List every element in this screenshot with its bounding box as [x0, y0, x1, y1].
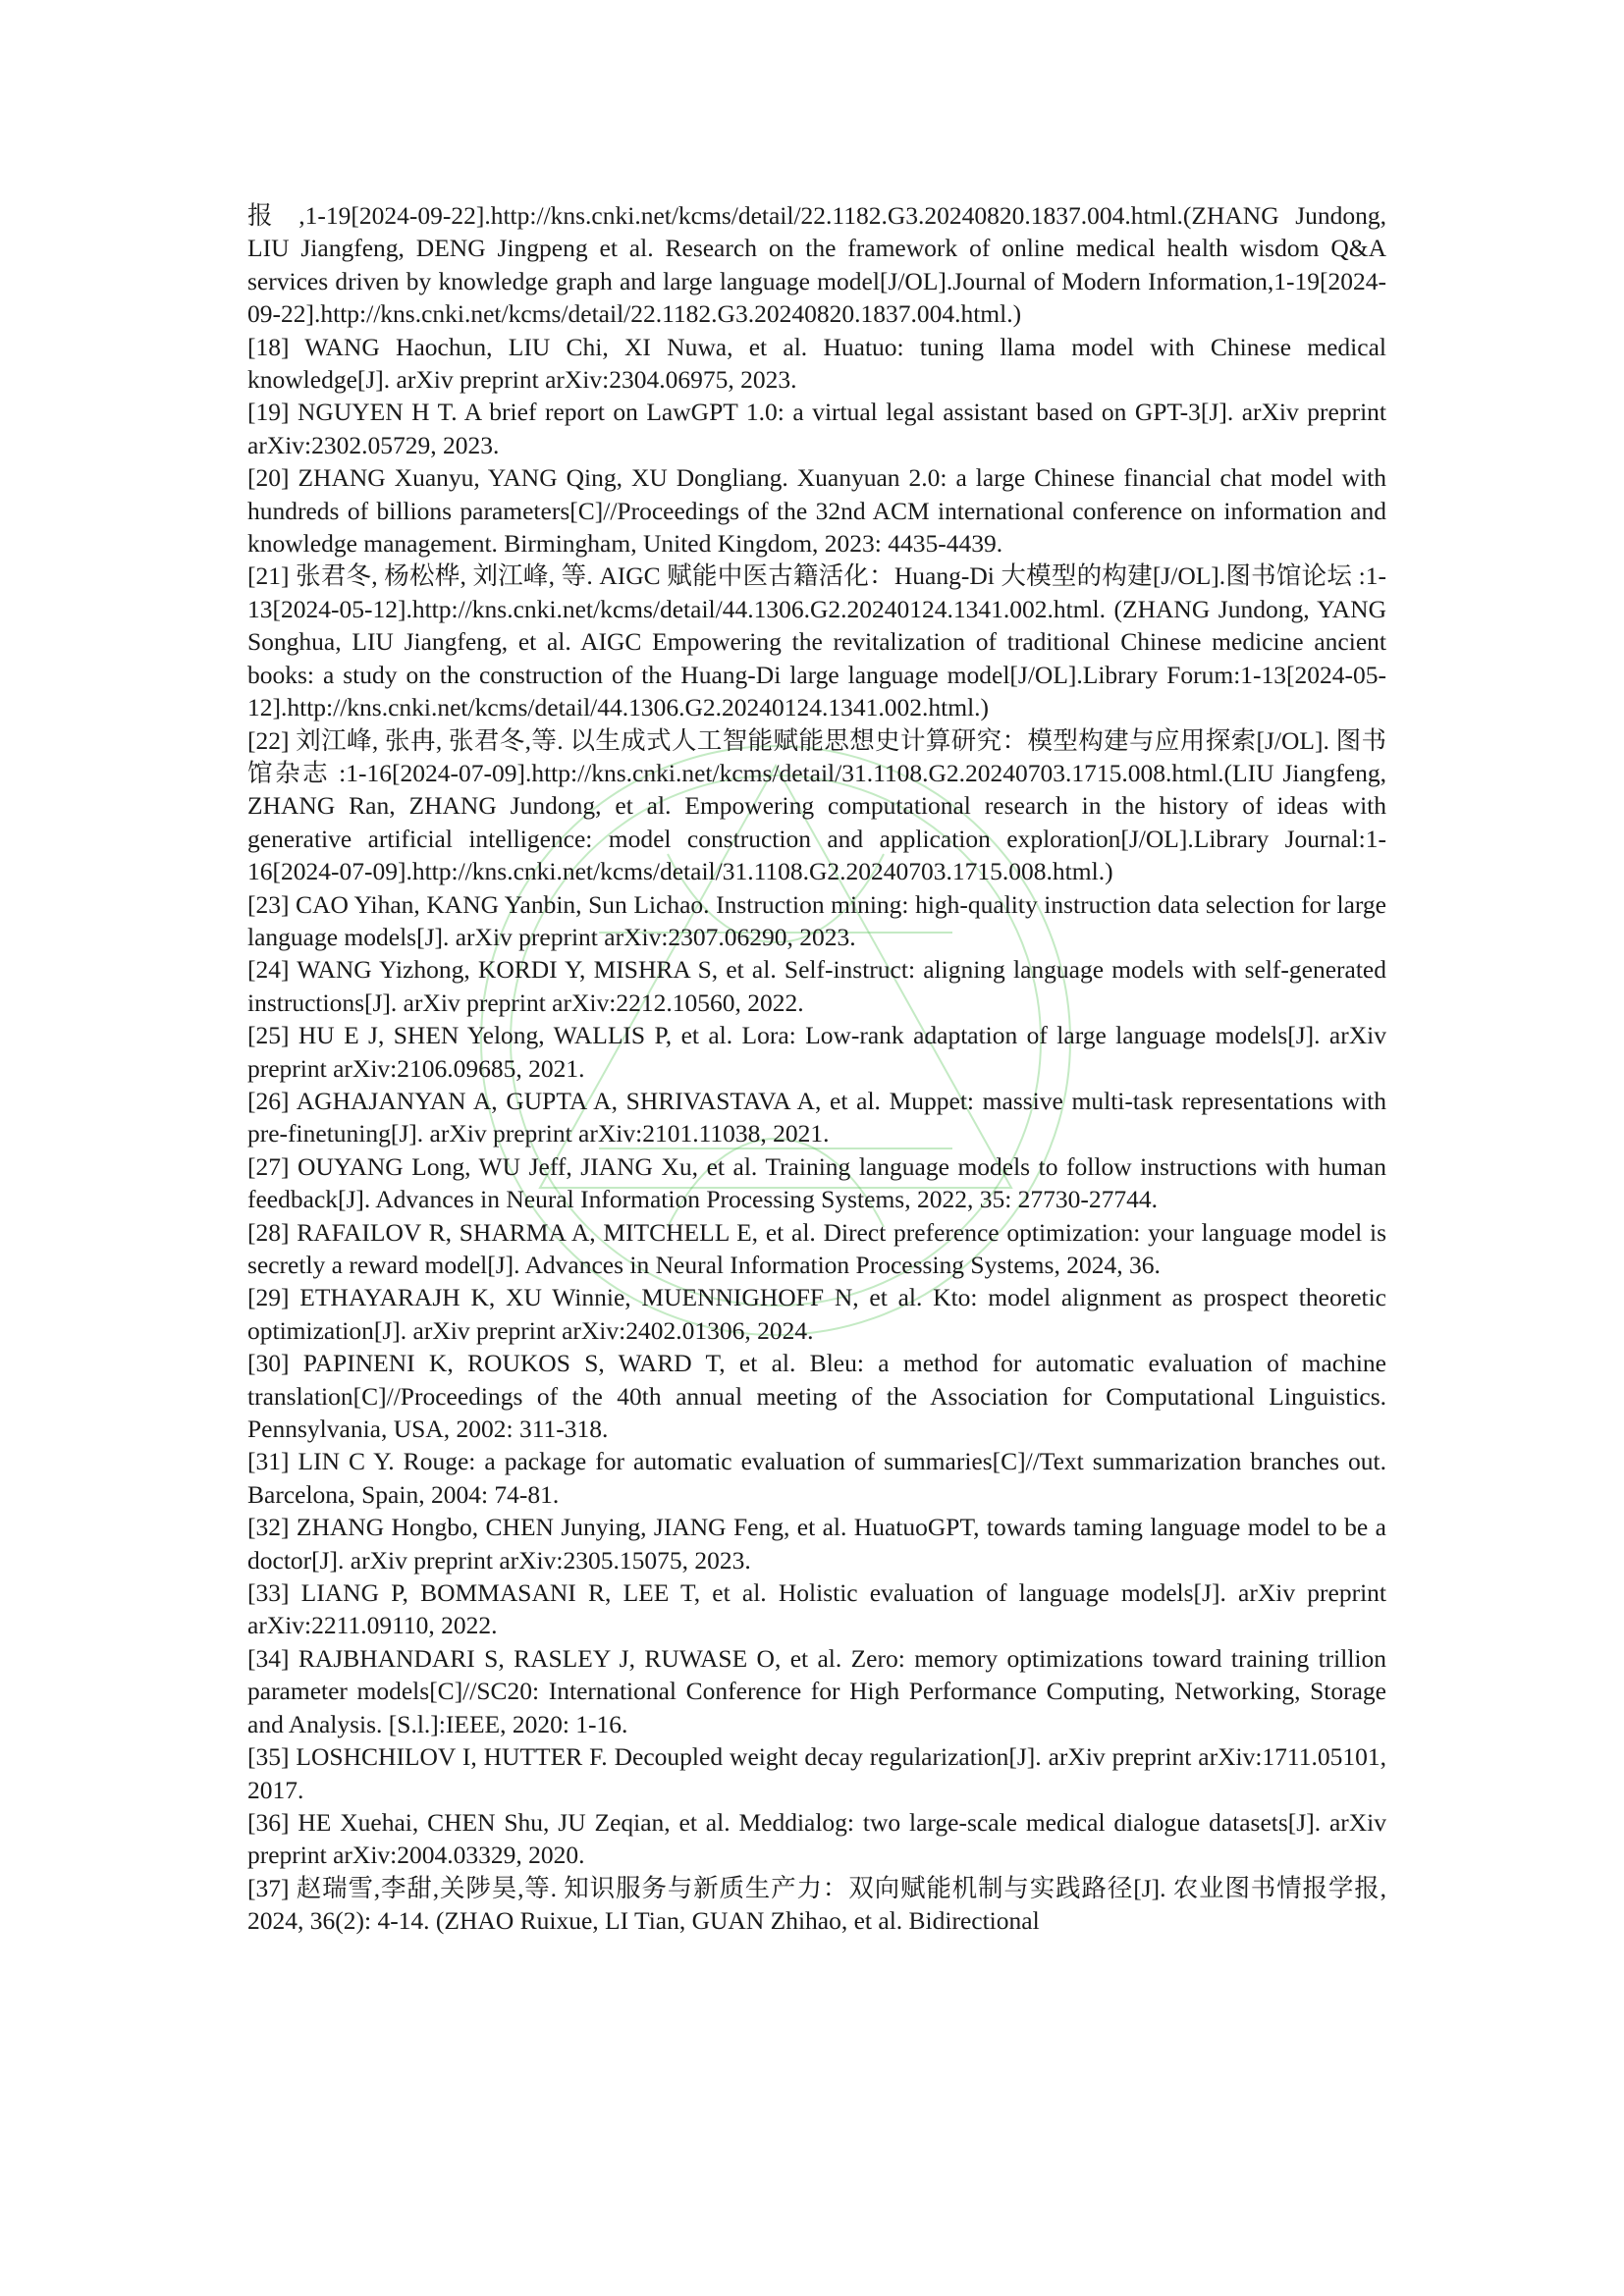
reference-entry: [22] 刘江峰, 张冉, 张君冬,等. 以生成式人工智能赋能思想史计算研究：模型构建与应用探索[J/OL]. 图书馆杂志 :1-16[2024-07-09].http://kns.cnki.net/kcms/detail/31.1108.G2.20240703.1715.008.html.(LIU Jiangfeng, ZHANG Ran, ZHANG Jundong, et al. Empowering computational research in the history of ideas with generative artificial intelligence: model construction and application exploration[J/OL].Library Journal:1-16[2024-07-09].http://kns.cnki.net/kcms/detail/31.1108.G2.20240703.1715.008.html.): [247, 725, 1386, 886]
reference-entry: [20] ZHANG Xuanyu, YANG Qing, XU Dongliang. Xuanyuan 2.0: a large Chinese financial chat model with hundreds of billions parameters[C]//Proceedings of the 32nd ACM international conference on information and knowledge management. Birmingham, United Kingdom, 2023: 4435-4439.: [247, 463, 1386, 559]
reference-entry: [31] LIN C Y. Rouge: a package for automatic evaluation of summaries[C]//Text summarization branches out. Barcelona, Spain, 2004: 74-81.: [247, 1447, 1386, 1509]
reference-entry: [34] RAJBHANDARI S, RASLEY J, RUWASE O, et al. Zero: memory optimizations toward training trillion parameter models[C]//SC20: International Conference for High Performance Computing, Networking, Storage and Analysis. [S.l.]:IEEE, 2020: 1-16.: [247, 1643, 1386, 1738]
reference-entry: [24] WANG Yizhong, KORDI Y, MISHRA S, et al. Self-instruct: aligning language models with self-generated instructions[J]. arXiv preprint arXiv:2212.10560, 2022.: [247, 955, 1386, 1017]
reference-entry: [27] OUYANG Long, WU Jeff, JIANG Xu, et al. Training language models to follow instructions with human feedback[J]. Advances in Neural Information Processing Systems, 2022, 35: 27730-27744.: [247, 1151, 1386, 1214]
reference-entry: [23] CAO Yihan, KANG Yanbin, Sun Lichao. Instruction mining: high-quality instruction data selection for large language models[J]. arXiv preprint arXiv:2307.06290, 2023.: [247, 889, 1386, 951]
reference-entry: 报 ,1-19[2024-09-22].http://kns.cnki.net/kcms/detail/22.1182.G3.20240820.1837.004.html.(ZHANG Jundong, LIU Jiangfeng, DENG Jingpeng et al. Research on the framework of online medical health wisdom Q&A services driven by knowledge graph and large language model[J/OL].Journal of Modern Information,1-19[2024-09-22].http://kns.cnki.net/kcms/detail/22.1182.G3.20240820.1837.004.html.): [247, 201, 1386, 329]
reference-entry: [19] NGUYEN H T. A brief report on LawGPT 1.0: a virtual legal assistant based on GPT-3[J]. arXiv preprint arXiv:2302.05729, 2023.: [247, 398, 1386, 459]
reference-entry: [25] HU E J, SHEN Yelong, WALLIS P, et al. Lora: Low-rank adaptation of large language models[J]. arXiv preprint arXiv:2106.09685, 2021.: [247, 1021, 1386, 1083]
reference-entry: [35] LOSHCHILOV I, HUTTER F. Decoupled weight decay regularization[J]. arXiv preprint arXiv:1711.05101, 2017.: [247, 1742, 1386, 1804]
reference-list: [247, 199, 1386, 1938]
reference-entry: [37] 赵瑞雪,李甜,关陟昊,等. 知识服务与新质生产力：双向赋能机制与实践路径[J]. 农业图书情报学报, 2024, 36(2): 4-14. (ZHAO Ruixue, LI Tian, GUAN Zhihao, et al. Bidirectional: [247, 1873, 1386, 1936]
reference-entry: [29] ETHAYARAJH K, XU Winnie, MUENNIGHOFF N, et al. Kto: model alignment as prospect theoretic optimization[J]. arXiv preprint arXiv:2402.01306, 2024.: [247, 1283, 1386, 1345]
reference-entry: [26] AGHAJANYAN A, GUPTA A, SHRIVASTAVA A, et al. Muppet: massive multi-task representations with pre-finetuning[J]. arXiv preprint arXiv:2101.11038, 2021.: [247, 1086, 1386, 1148]
reference-entry: [36] HE Xuehai, CHEN Shu, JU Zeqian, et al. Meddialog: two large-scale medical dialogue datasets[J]. arXiv preprint arXiv:2004.03329, 2020.: [247, 1807, 1386, 1870]
reference-entry: [33] LIANG P, BOMMASANI R, LEE T, et al. Holistic evaluation of language models[J]. arXiv preprint arXiv:2211.09110, 2022.: [247, 1578, 1386, 1640]
reference-entry: [21] 张君冬, 杨松桦, 刘江峰, 等. AIGC 赋能中医古籍活化：Huang-Di 大模型的构建[J/OL].图书馆论坛 :1-13[2024-05-12].http://kns.cnki.net/kcms/detail/44.1306.G2.20240124.1341.002.html. (ZHANG Jundong, YANG Songhua, LIU Jiangfeng, et al. AIGC Empowering the revitalization of traditional Chinese medicine ancient books: a study on the construction of the Huang-Di large language model[J/OL].Library Forum:1-13[2024-05-12].http://kns.cnki.net/kcms/detail/44.1306.G2.20240124.1341.002.html.): [247, 561, 1386, 722]
reference-entry: [28] RAFAILOV R, SHARMA A, MITCHELL E, et al. Direct preference optimization: your language model is secretly a reward model[J]. Advances in Neural Information Processing Systems, 2024, 36.: [247, 1217, 1386, 1279]
reference-entry: [32] ZHANG Hongbo, CHEN Junying, JIANG Feng, et al. HuatuoGPT, towards taming language model to be a doctor[J]. arXiv preprint arXiv:2305.15075, 2023.: [247, 1513, 1386, 1575]
reference-entry: [18] WANG Haochun, LIU Chi, XI Nuwa, et al. Huatuo: tuning llama model with Chinese medical knowledge[J]. arXiv preprint arXiv:2304.06975, 2023.: [247, 332, 1386, 395]
reference-entry: [30] PAPINENI K, ROUKOS S, WARD T, et al. Bleu: a method for automatic evaluation of machine translation[C]//Proceedings of the 40th annual meeting of the Association for Computational Linguistics. Pennsylvania, USA, 2002: 311-318.: [247, 1349, 1386, 1444]
